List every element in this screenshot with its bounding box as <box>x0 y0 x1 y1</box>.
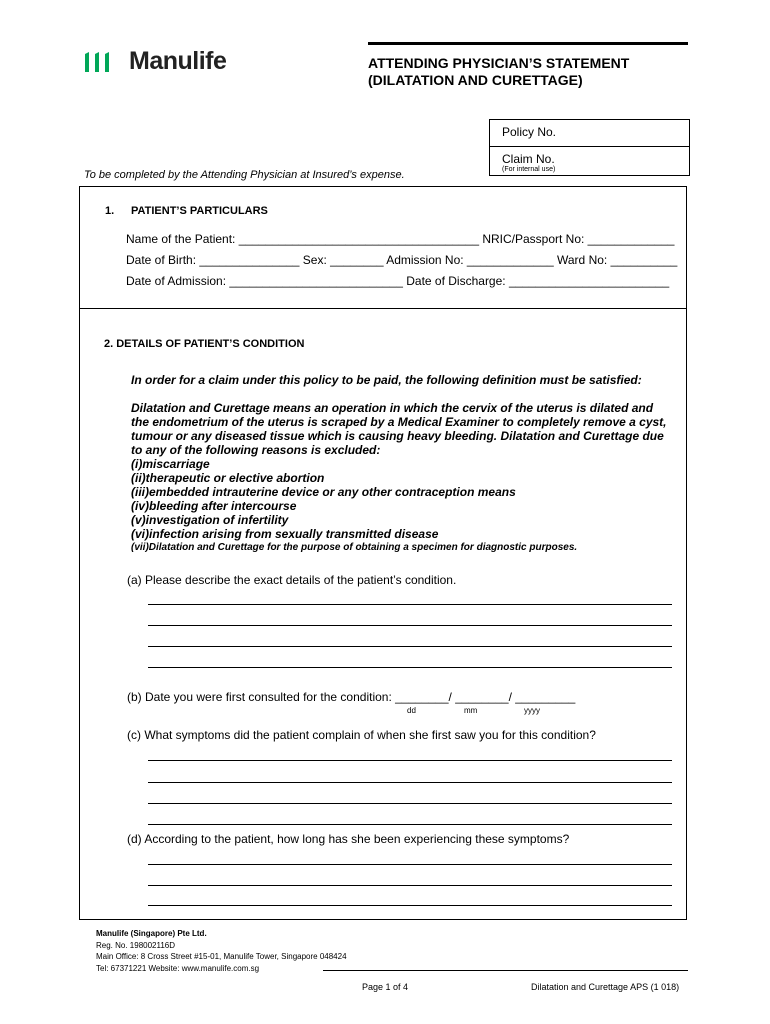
section-2-title: 2. DETAILS OF PATIENT’S CONDITION <box>104 338 305 350</box>
date-mm-label: mm <box>464 706 478 715</box>
definition-body: Dilatation and Curettage means an operation in which the cervix of the uterus is dilated and the endometrium of the uterus is scraped by a Medical Examiner to completely remove a cyst, tumour or any diseased tissue which is causing heavy bleeding. Dilatation and Curettage due to any of the following reasons is excluded: <box>131 401 667 457</box>
answer-line-a2[interactable] <box>148 625 672 626</box>
definition-intro: In order for a claim under this policy to be paid, the following definition must be satisfied: <box>131 373 642 387</box>
exclusion-item: (ii)therapeutic or elective abortion <box>131 471 325 485</box>
footer-rule <box>323 970 688 971</box>
company-reg: Reg. No. 198002116D <box>96 940 176 950</box>
answer-line-c4[interactable] <box>148 824 672 825</box>
answer-line-d3[interactable] <box>148 905 672 906</box>
date-yyyy-label: yyyy <box>524 706 540 715</box>
answer-line-d2[interactable] <box>148 885 672 886</box>
page-number: Page 1 of 4 <box>362 982 409 992</box>
company-name: Manulife (Singapore) Pte Ltd. <box>96 929 207 938</box>
instruction-text: To be completed by the Attending Physician at Insured’s expense. <box>84 169 405 181</box>
logo-text: Manulife <box>129 47 227 75</box>
title-line-2: (DILATATION AND CURETTAGE) <box>368 72 583 88</box>
title-rule <box>368 42 688 45</box>
company-info <box>96 928 347 974</box>
page-title <box>368 55 629 89</box>
answer-line-c2[interactable] <box>148 782 672 783</box>
claim-no-label: Claim No. <box>502 152 555 166</box>
answer-line-a4[interactable] <box>148 667 672 668</box>
question-b[interactable]: (b) Date you were first consulted for the condition: ________/ ________/ _________ <box>127 690 576 704</box>
patient-name-row[interactable]: Name of the Patient: ____________________________________ NRIC/Passport No: _____________ <box>126 232 675 246</box>
office-use-box <box>489 119 690 176</box>
section-2-box <box>79 308 687 920</box>
birth-sex-admission-row[interactable]: Date of Birth: _______________ Sex: ________ Admission No: _____________ Ward No: __________ <box>126 253 678 267</box>
definition-block <box>131 401 671 555</box>
answer-line-a1[interactable] <box>148 604 672 605</box>
question-d: (d) According to the patient, how long has she been experiencing these symptoms? <box>127 832 570 846</box>
title-line-1: ATTENDING PHYSICIAN’S STATEMENT <box>368 55 630 71</box>
exclusion-item-last: (vii)Dilatation and Curettage for the purpose of obtaining a specimen for diagnostic purposes. <box>131 542 578 553</box>
exclusion-item: (v)investigation of infertility <box>131 513 289 527</box>
question-c: (c) What symptoms did the patient complain of when she first saw you for this condition? <box>127 728 596 742</box>
manulife-logo-icon <box>83 50 113 74</box>
admission-discharge-row[interactable]: Date of Admission: __________________________ Date of Discharge: ________________________ <box>126 274 670 288</box>
answer-line-c3[interactable] <box>148 803 672 804</box>
question-a: (a) Please describe the exact details of the patient’s condition. <box>127 573 457 587</box>
section-1-title: PATIENT’S PARTICULARS <box>131 205 268 217</box>
policy-no-label: Policy No. <box>502 125 557 139</box>
answer-line-d1[interactable] <box>148 864 672 865</box>
section-1-number: 1. <box>105 205 115 217</box>
exclusion-item: (iv)bleeding after intercourse <box>131 499 297 513</box>
exclusion-item: (vi)infection arising from sexually transmitted disease <box>131 527 439 541</box>
exclusion-item: (iii)embedded intrauterine device or any other contraception means <box>131 485 516 499</box>
answer-line-a3[interactable] <box>148 646 672 647</box>
company-office: Main Office: 8 Cross Street #15-01, Manulife Tower, Singapore 048424 <box>96 952 347 961</box>
internal-use-note: (For internal use) <box>502 166 556 173</box>
box-divider <box>490 146 689 147</box>
form-code: Dilatation and Curettage APS (1 018) <box>531 982 680 992</box>
company-contact: Tel: 67371221 Website: www.manulife.com.sg <box>96 963 260 973</box>
answer-line-c1[interactable] <box>148 760 672 761</box>
date-dd-label: dd <box>407 706 416 715</box>
exclusion-item: (i)miscarriage <box>131 457 210 471</box>
